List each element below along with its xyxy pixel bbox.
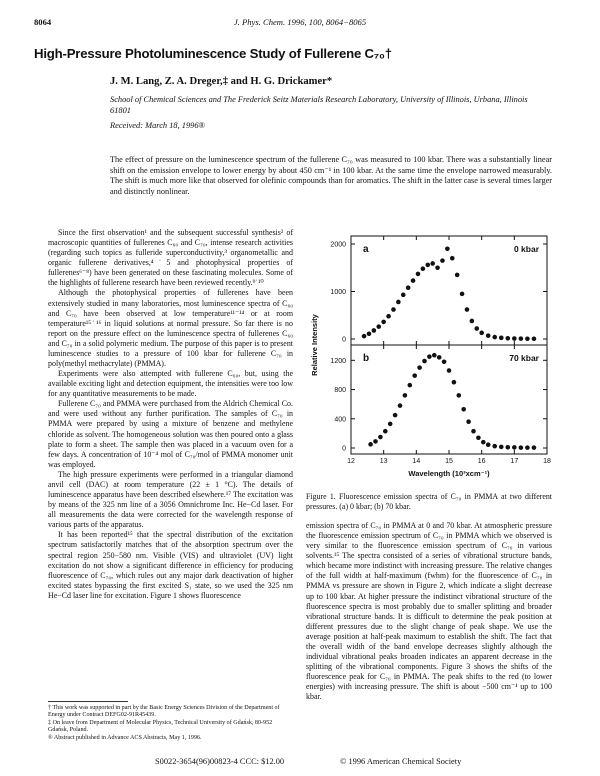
y-tick-label: 0 xyxy=(342,445,346,453)
y-tick-label: 1000 xyxy=(330,289,346,296)
y-tick-label: 400 xyxy=(334,416,346,424)
data-point xyxy=(393,413,398,418)
data-point xyxy=(450,256,455,261)
data-point xyxy=(512,336,517,341)
authors: J. M. Lang, Z. A. Dreger,‡ and H. G. Drickamer* xyxy=(110,76,333,87)
data-point xyxy=(499,445,504,450)
data-point xyxy=(525,445,530,450)
panel-label: b xyxy=(363,353,370,364)
data-point xyxy=(381,320,386,325)
data-point xyxy=(416,272,421,277)
paragraph: The high pressure experiments were performed in a triangular diamond anvil cell (DAC) at room temperature (22 ± 1 °C). The details of luminescence apparatus have been described elsewhere.¹⁷ The excitation was by means of the 325 nm line of a 3056 Omnichrome Inc. He−Cd laser. For all measurements the data were corrected for the wavelength response of various parts of the apparatus. xyxy=(48,469,293,530)
panel-label: a xyxy=(363,244,369,255)
paragraph: Experiments were also attempted with fullerene C₆₀, but, using the available exciting light and detection equipment, the intensities were too low for any quantitative measurements to be made. xyxy=(48,369,293,399)
data-point xyxy=(435,265,440,270)
x-tick-label: 17 xyxy=(510,458,519,465)
footnote-rule xyxy=(48,701,128,702)
data-point xyxy=(396,300,401,305)
data-point xyxy=(455,273,460,278)
figure-1 xyxy=(303,230,575,484)
data-point xyxy=(442,359,447,364)
data-point xyxy=(486,333,491,338)
data-point xyxy=(499,336,504,341)
data-point xyxy=(432,353,437,358)
article-title: High-Pressure Photoluminescence Study of Fullerene C₇₀† xyxy=(34,46,392,61)
y-tick-label: 800 xyxy=(334,387,346,395)
paragraph: Although the photophysical properties of fullerenes have been extensively studied in many laboratories, most luminescence spectra of C₆₀ and C₇₀ have been observed at low temperature¹¹⁻¹⁴ or at room temperature¹⁵˙¹⁶ in liquid solutions at normal pressure. So far there is no report on the pressure effect on the luminescence spectra of fullerenes C₆₀ and C₇₀ in a solid polymeric medium. The purpose of this paper is to present luminescence studies to a pressure of 100 kbar for fullerene C₇₀ in poly(methyl methacrylate) (PMMA). xyxy=(48,288,293,369)
footnotes xyxy=(48,705,293,742)
data-point xyxy=(486,442,491,447)
paragraph: emission spectra of C₇₀ in PMMA at 0 and 70 kbar. At atmospheric pressure the fluorescence emission spectrum of C₇₀ in PMMA which we observed is very similar to the fluorescence emission spectrum of C₇₀ in various solvents.¹⁵ The spectra consisted of a series of vibrational structure bands, which became more indistinct with increasing pressure. The relative changes of the full width at half-maximum (fwhm) for the fluorescence of C₇₀ in PMMA vs pressure are shown in Figure 2, which indicate a slight decrease up to 100 kbar. At higher pressure the indistinct vibrational structure of the fluorescence spectra is most probably due to smaller splitting and broader vibrational structure bands. It is difficult to determine the peak position at different pressures due to the slight change of peak shape. We use the average position at half-peak maximum to establish the shift. The fact that the overall width of the band envelope decreases slightly although the individual vibrational peaks broaden indicates an apparent decrease in the splitting of the vibrational components. Figure 3 shows the shifts of the fluorescence peak for C₇₀ in PMMA. The peak shifts to the red (to lower energies) with increasing pressure. The shift is about −500 cm⁻¹ up to 100 kbar. xyxy=(306,521,552,702)
data-point xyxy=(403,393,408,398)
data-point xyxy=(519,445,524,450)
y-tick-label: 2000 xyxy=(330,241,346,249)
paragraph: It has been reported¹⁵ that the spectral distribution of the excitation spectrum satisfactorily matches that of the absorption spectrum over the spectral region 250−580 nm. Visible (VIS) and ultraviolet (UV) light excitation do not show a significant difference in efficiency for producing fluorescence of C₇₀, which rules out any major dark deactivation of higher excited states bypassing the first excited S₁ state, so we used the 325 nm He−Cd laser line for excitation. Figure 1 shows fluorescence xyxy=(48,530,293,600)
data-point xyxy=(376,324,381,329)
journal-citation: J. Phys. Chem. 1996, 100, 8064−8065 xyxy=(233,17,367,27)
panel-condition: 0 kbar xyxy=(513,244,539,254)
x-tick-label: 15 xyxy=(445,458,453,465)
data-point xyxy=(417,365,422,370)
data-point xyxy=(525,336,530,341)
data-point xyxy=(492,335,497,340)
y-tick-label: 1200 xyxy=(330,357,346,365)
data-point xyxy=(398,403,403,408)
data-point xyxy=(532,445,537,450)
data-point xyxy=(362,334,367,339)
x-axis-label: Wavelength (10³xcm⁻¹) xyxy=(408,469,490,478)
data-point xyxy=(412,373,417,378)
data-point xyxy=(506,336,511,341)
footnote: ‡ On leave from Department of Molecular Physics, Technical University of Gdańsk, 80-952 Gdańsk, Poland. xyxy=(48,719,273,734)
footnote: ® Abstract published in Advance ACS Abstracts, May 1, 1996. xyxy=(48,734,202,741)
data-point xyxy=(447,368,452,373)
affiliation: School of Chemical Sciences and The Frederick Seitz Materials Research Laboratory, University of Illinois, Urbana, Illinois 61801 xyxy=(110,95,528,115)
data-point xyxy=(427,354,432,359)
page-number: 8064 xyxy=(34,17,52,27)
x-tick-label: 13 xyxy=(379,458,388,465)
footer-copyright: © 1996 American Chemical Society xyxy=(340,757,462,766)
data-point xyxy=(408,383,413,388)
received-date: Received: March 18, 1996® xyxy=(110,121,205,130)
data-point xyxy=(378,435,383,440)
paragraph: Fullerene C₇₀ and PMMA were purchased from the Aldrich Chemical Co. and were used without any further purification. The samples of C₇₀ in PMMA were prepared by using a mixture of benzene and methylene chloride as solvent. The homogeneous solution was then poured onto a glass plate to form a sheet. The sample then was placed in a vacuum oven for a few days. A concentration of 10⁻⁴ mol of C₇₀/mol of PMMA monomer unit was employed. xyxy=(48,399,293,469)
data-point xyxy=(479,331,484,336)
data-point xyxy=(471,429,476,434)
data-point xyxy=(386,314,391,319)
data-point xyxy=(422,359,427,364)
x-tick-label: 18 xyxy=(543,458,551,465)
figure-caption: Figure 1. Fluorescence emission spectra of C₇₀ in PMMA at two different pressures. (a) 0 kbar; (b) 70 kbar. xyxy=(306,492,552,511)
footer-code: S0022-3654(96)00823-4 CCC: $12.00 xyxy=(155,757,285,766)
data-point xyxy=(425,263,430,268)
data-point xyxy=(460,292,465,297)
x-tick-label: 14 xyxy=(412,458,421,465)
data-point xyxy=(406,285,411,290)
x-tick-label: 16 xyxy=(477,458,486,465)
data-point xyxy=(391,307,396,312)
footnote: † This work was supported in part by the Basic Energy Sciences Division of the Department of Energy under Contract DEFG02-91R45439. xyxy=(48,705,280,719)
data-point xyxy=(421,266,426,271)
data-point xyxy=(512,445,517,450)
data-point xyxy=(466,419,471,424)
data-point xyxy=(470,319,475,324)
panel-condition: 70 kbar xyxy=(509,353,539,363)
data-point xyxy=(519,336,524,341)
data-point xyxy=(388,422,393,427)
data-point xyxy=(474,326,479,331)
left-column xyxy=(48,228,293,601)
data-point xyxy=(372,328,377,333)
data-point xyxy=(401,293,406,298)
data-point xyxy=(452,380,457,385)
paragraph: Since the first observation¹ and the subsequent successful synthesis² of macroscopic quantities of fullerenes C₆₀ and C₇₀, intense research activities (regarding such topics as fulleride superconductivity,³ organometallic and organic fullerene derivatives,⁴˙5 and photophysical properties of fullerenes⁶⁻⁸) have been generated on these fascinating molecules. Some of the highlights of fullerene research have been reviewed recently.⁹˙¹⁰ xyxy=(48,228,293,288)
data-point xyxy=(506,445,511,450)
x-tick-label: 12 xyxy=(347,458,355,465)
data-point xyxy=(373,439,378,444)
data-point xyxy=(532,336,537,341)
data-point xyxy=(461,407,466,412)
data-point xyxy=(445,246,450,251)
data-point xyxy=(492,444,497,449)
data-point xyxy=(481,440,486,445)
data-point xyxy=(476,435,481,440)
abstract: The effect of pressure on the luminescence spectrum of the fullerene C₇₀ was measured to 100 kbar. There was a substantially linear shift on the emission envelope to lower energy by about 450 cm⁻¹ in 100 kbar. At the same time the envelope narrowed measurably. The shift is much more like that observed for olefinic compounds than for aromatics. The shift in the latter case is several times larger and distinctly nonlinear. xyxy=(110,155,552,196)
data-point xyxy=(440,258,445,263)
data-point xyxy=(368,442,373,447)
data-point xyxy=(430,261,435,266)
data-point xyxy=(437,355,442,360)
data-point xyxy=(367,331,372,336)
data-point xyxy=(411,278,416,283)
data-point xyxy=(383,429,388,434)
data-point xyxy=(457,393,462,398)
y-tick-label: 0 xyxy=(342,336,346,344)
right-column xyxy=(306,521,552,702)
data-point xyxy=(465,307,470,312)
y-axis-label: Relative Intensity xyxy=(310,314,319,376)
